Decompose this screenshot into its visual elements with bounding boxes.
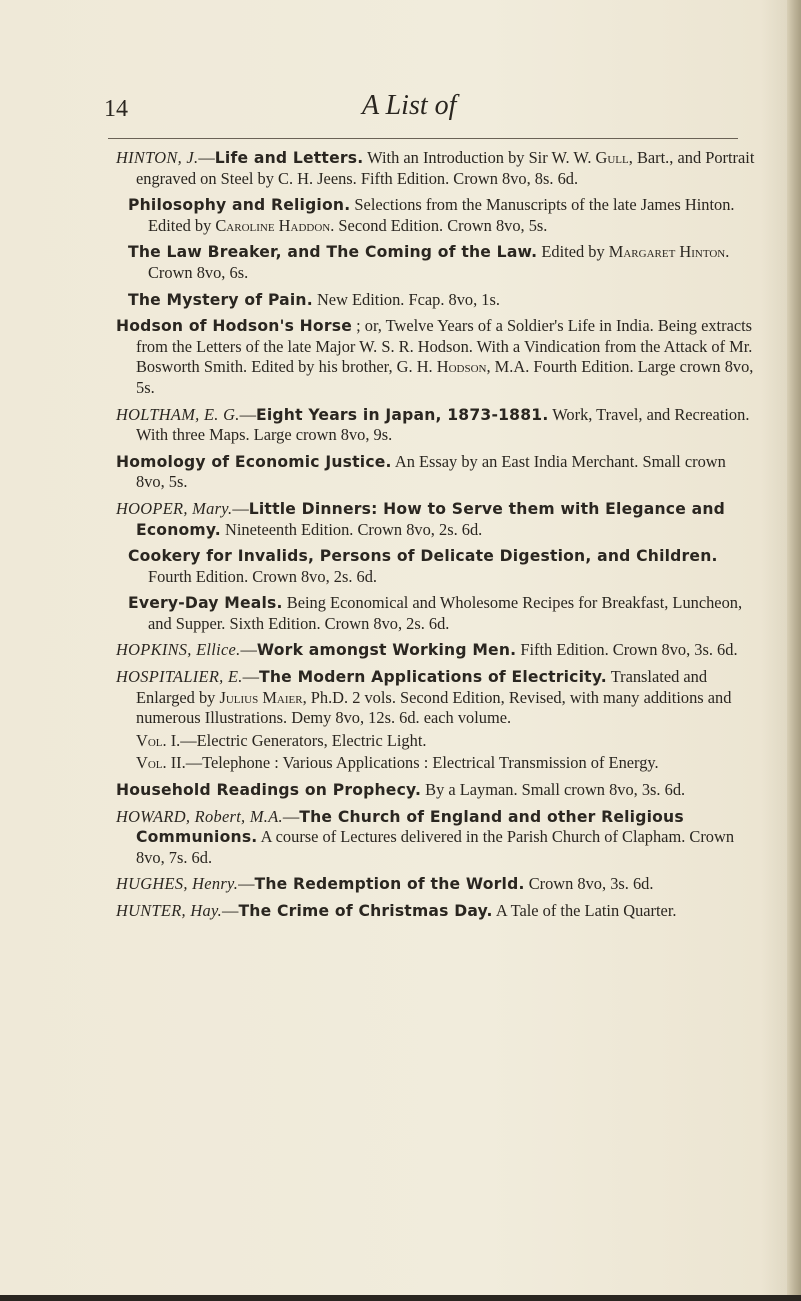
entry-title: Philosophy and Religion. xyxy=(128,196,351,215)
entry-dash: — xyxy=(240,640,257,660)
volume-label: Vol. I. xyxy=(136,730,181,750)
entry-title: The Redemption of the World. xyxy=(254,875,525,894)
entry-title: Homology of Economic Justice. xyxy=(116,452,392,471)
catalogue-entry xyxy=(128,242,756,283)
catalogue-entry xyxy=(116,499,756,540)
entry-title: The Modern Applications of Electricity. xyxy=(259,668,607,687)
page-edge xyxy=(787,0,801,1301)
catalogue-entry xyxy=(116,405,756,446)
page-number: 14 xyxy=(104,96,128,122)
entry-details-end: , Bart., and Portrait engraved on Steel by C. H. Jeens. Fifth Edition. Crown 8vo, 8s. 6d. xyxy=(136,148,755,188)
volume-text: —Electric Generators, Electric Light. xyxy=(180,730,427,750)
entry-name: Margaret Hinton xyxy=(608,242,726,262)
catalogue-entry xyxy=(116,901,756,922)
entry-details: Selections from the Manuscripts of the late James Hinton. Edited by xyxy=(148,195,735,235)
entry-title: Eight Years in Japan, 1873-1881. xyxy=(256,405,549,424)
entry-author: HOOPER, Mary. xyxy=(116,498,233,518)
entry-name: Hodson xyxy=(436,357,487,377)
entry-details: Crown 8vo, 3s. 6d. xyxy=(524,874,654,894)
entry-details-end: . Crown 8vo, 6s. xyxy=(148,242,730,282)
catalogue-entry xyxy=(116,640,756,661)
header-rule xyxy=(108,138,738,139)
entry-details: With an Introduction by Sir W. W. xyxy=(363,148,596,167)
entry-name: Julius Maier xyxy=(219,687,303,707)
entry-author: HUNTER, Hay. xyxy=(116,901,223,920)
entry-dash: — xyxy=(232,498,249,518)
entry-author: HOLTHAM, E. G. xyxy=(116,404,240,424)
catalogue-entries xyxy=(116,148,756,928)
entry-title: The Crime of Christmas Day. xyxy=(238,902,493,920)
volume-line xyxy=(136,753,756,774)
entry-name: Caroline Haddon xyxy=(215,215,331,235)
entry-dash: — xyxy=(282,806,300,826)
entry-dash: — xyxy=(238,874,255,894)
entry-name: Gull xyxy=(595,148,629,167)
entry-title: The Mystery of Pain. xyxy=(128,290,313,309)
entry-details: Nineteenth Edition. Crown 8vo, 2s. 6d. xyxy=(220,519,483,539)
entry-title: Every-Day Meals. xyxy=(128,594,283,613)
volume-line xyxy=(136,731,756,752)
volume-text: —Telephone : Various Applications : Electrical Transmission of Energy. xyxy=(185,753,659,773)
catalogue-entry xyxy=(116,667,756,729)
entry-details-end: . Second Edition. Crown 8vo, 5s. xyxy=(330,215,548,235)
entry-details: Fifth Edition. Crown 8vo, 3s. 6d. xyxy=(516,640,738,660)
catalogue-entry xyxy=(128,546,756,587)
entry-title: Household Readings on Prophecy. xyxy=(116,781,422,800)
entry-details-end: , M.A. Fourth Edition. Large crown 8vo, 5s. xyxy=(136,357,754,397)
catalogue-entry xyxy=(128,195,756,236)
entry-details-end: , Ph.D. 2 vols. Second Edition, Revised, with many additions and numerous Illustrations. Demy 8vo, 12s. 6d. each volume. xyxy=(136,687,732,728)
entry-details: Being Economical and Wholesome Recipes for Breakfast, Luncheon, and Supper. Sixth Edition. Crown 8vo, 2s. 6d. xyxy=(148,593,743,633)
entry-dash: — xyxy=(198,148,215,167)
entry-title: The Church of England and other Religious Communions. xyxy=(136,807,684,847)
catalogue-entry xyxy=(116,807,756,869)
page-bottom-edge xyxy=(0,1295,801,1301)
entry-dash: — xyxy=(242,667,260,687)
catalogue-entry xyxy=(128,593,756,634)
entry-details: New Edition. Fcap. 8vo, 1s. xyxy=(312,289,500,309)
entry-author: HOPKINS, Ellice. xyxy=(116,640,241,660)
catalogue-entry xyxy=(116,780,756,801)
page-header xyxy=(104,90,744,130)
entry-author: HUGHES, Henry. xyxy=(116,874,239,894)
catalogue-entry xyxy=(116,316,756,398)
catalogue-entry xyxy=(128,290,756,311)
entry-details: ; or, Twelve Years of a Soldier's Life in India. Being extracts from the Letters of the late Major W. S. R. Hodson. With a Vindication from the Attack of Mr. Bosworth Smith. Edited by his brother, G. H. xyxy=(136,316,753,377)
entry-title: Life and Letters. xyxy=(214,149,364,167)
catalogue-entry xyxy=(116,874,756,895)
entry-author: HOWARD, Robert, M.A. xyxy=(116,806,283,826)
entry-details: Work, Travel, and Recreation. With three Maps. Large crown 8vo, 9s. xyxy=(136,404,750,445)
entry-title: Work amongst Working Men. xyxy=(256,641,517,660)
running-title: A List of xyxy=(362,90,457,121)
catalogue-entry xyxy=(116,148,756,189)
entry-dash: — xyxy=(222,901,239,920)
entry-details: By a Layman. Small crown 8vo, 3s. 6d. xyxy=(421,780,686,800)
entry-details: Edited by xyxy=(537,242,609,262)
entry-dash: — xyxy=(239,404,257,424)
entry-title: Little Dinners: How to Serve them with Elegance and Economy. xyxy=(136,499,725,539)
entry-details: A course of Lectures delivered in the Parish Church of Clapham. Crown 8vo, 7s. 6d. xyxy=(136,827,735,867)
entry-details: Fourth Edition. Crown 8vo, 2s. 6d. xyxy=(148,566,378,586)
entry-author: HINTON, J. xyxy=(116,148,199,167)
entry-details: An Essay by an East India Merchant. Small crown 8vo, 5s. xyxy=(136,451,726,492)
catalogue-entry xyxy=(116,452,756,493)
entry-title: The Law Breaker, and The Coming of the Law. xyxy=(128,243,538,262)
entry-title: Hodson of Hodson's Horse xyxy=(116,317,352,336)
entry-details: Translated and Enlarged by xyxy=(136,667,708,707)
entry-author: HOSPITALIER, E. xyxy=(116,667,243,687)
volume-label: Vol. II. xyxy=(136,753,186,773)
entry-details: A Tale of the Latin Quarter. xyxy=(492,901,677,920)
entry-title: Cookery for Invalids, Persons of Delicate Digestion, and Children. xyxy=(128,547,718,566)
